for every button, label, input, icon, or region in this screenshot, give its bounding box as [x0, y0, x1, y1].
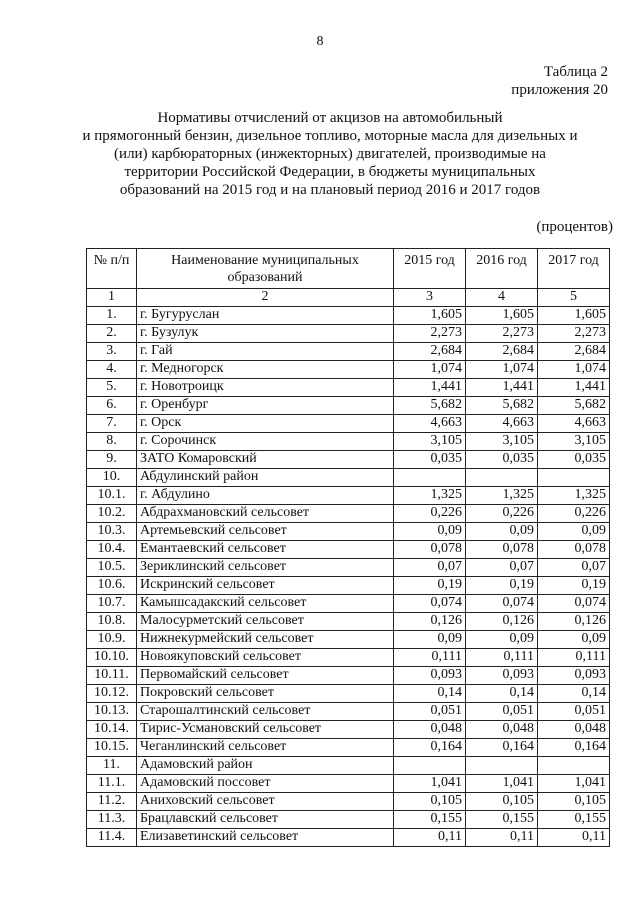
value-2015-cell: 0,07	[394, 559, 466, 577]
value-2016-cell: 4,663	[466, 415, 538, 433]
value-2017-cell: 0,11	[538, 829, 610, 847]
value-2015-cell: 2,273	[394, 325, 466, 343]
units-label: (процентов)	[536, 219, 613, 235]
table-row	[87, 721, 610, 739]
value-2016-cell	[466, 757, 538, 775]
table-row	[87, 361, 610, 379]
table-row	[87, 811, 610, 829]
table-header-row	[87, 249, 610, 289]
municipality-name-cell: Зериклинский сельсовет	[137, 559, 394, 577]
row-number-cell: 10.14.	[87, 721, 137, 739]
value-2016-cell: 0,105	[466, 793, 538, 811]
header-2016: 2016 год	[466, 249, 538, 289]
row-number-cell: 11.2.	[87, 793, 137, 811]
table-row	[87, 307, 610, 325]
municipality-name-cell: Малосурметский сельсовет	[137, 613, 394, 631]
value-2015-cell: 0,19	[394, 577, 466, 595]
value-2016-cell: 0,09	[466, 523, 538, 541]
table-row	[87, 613, 610, 631]
value-2017-cell: 0,078	[538, 541, 610, 559]
municipality-name-cell: Елизаветинский сельсовет	[137, 829, 394, 847]
municipality-name-cell: Брацлавский сельсовет	[137, 811, 394, 829]
value-2015-cell: 0,09	[394, 523, 466, 541]
value-2015-cell: 0,226	[394, 505, 466, 523]
value-2015-cell	[394, 469, 466, 487]
header-number: № п/п	[87, 249, 137, 289]
row-number-cell: 10.15.	[87, 739, 137, 757]
value-2015-cell	[394, 757, 466, 775]
value-2017-cell: 0,035	[538, 451, 610, 469]
value-2017-cell: 3,105	[538, 433, 610, 451]
allocation-table	[86, 248, 610, 847]
value-2017-cell: 1,605	[538, 307, 610, 325]
table-row	[87, 415, 610, 433]
title-line: (или) карбюраторных (инжекторных) двигателей, производимые на	[114, 146, 546, 162]
table-row	[87, 757, 610, 775]
value-2017-cell: 0,105	[538, 793, 610, 811]
value-2016-cell: 1,325	[466, 487, 538, 505]
value-2017-cell: 0,09	[538, 631, 610, 649]
value-2016-cell: 3,105	[466, 433, 538, 451]
column-index-row	[87, 289, 610, 307]
row-number-cell: 10.10.	[87, 649, 137, 667]
value-2017-cell: 1,325	[538, 487, 610, 505]
table-row	[87, 397, 610, 415]
municipality-name-cell: Артемьевский сельсовет	[137, 523, 394, 541]
value-2016-cell: 1,041	[466, 775, 538, 793]
value-2015-cell: 0,078	[394, 541, 466, 559]
value-2016-cell: 0,164	[466, 739, 538, 757]
municipality-name-cell: Тирис-Усмановский сельсовет	[137, 721, 394, 739]
index-cell: 1	[87, 289, 137, 307]
table-row	[87, 451, 610, 469]
row-number-cell: 10.7.	[87, 595, 137, 613]
row-number-cell: 11.	[87, 757, 137, 775]
value-2016-cell: 0,226	[466, 505, 538, 523]
row-number-cell: 8.	[87, 433, 137, 451]
value-2016-cell: 0,155	[466, 811, 538, 829]
table-row	[87, 541, 610, 559]
value-2017-cell: 0,07	[538, 559, 610, 577]
value-2015-cell: 0,155	[394, 811, 466, 829]
header-name: Наименование муниципальных образований	[137, 249, 394, 289]
table-row	[87, 685, 610, 703]
value-2015-cell: 0,048	[394, 721, 466, 739]
table-row	[87, 559, 610, 577]
row-number-cell: 10.13.	[87, 703, 137, 721]
value-2017-cell: 2,273	[538, 325, 610, 343]
value-2017-cell: 0,093	[538, 667, 610, 685]
row-number-cell: 10.9.	[87, 631, 137, 649]
table-row	[87, 793, 610, 811]
row-number-cell: 10.5.	[87, 559, 137, 577]
municipality-name-cell: Аниховский сельсовет	[137, 793, 394, 811]
table-row	[87, 595, 610, 613]
value-2016-cell: 0,126	[466, 613, 538, 631]
row-number-cell: 11.1.	[87, 775, 137, 793]
row-number-cell: 11.4.	[87, 829, 137, 847]
row-number-cell: 10.	[87, 469, 137, 487]
table-row	[87, 487, 610, 505]
value-2015-cell: 0,035	[394, 451, 466, 469]
municipality-name-cell: г. Бузулук	[137, 325, 394, 343]
value-2016-cell: 1,074	[466, 361, 538, 379]
table-row	[87, 577, 610, 595]
value-2015-cell: 0,126	[394, 613, 466, 631]
row-number-cell: 3.	[87, 343, 137, 361]
value-2015-cell: 1,041	[394, 775, 466, 793]
row-number-cell: 1.	[87, 307, 137, 325]
value-2015-cell: 4,663	[394, 415, 466, 433]
table-row	[87, 505, 610, 523]
value-2016-cell: 0,11	[466, 829, 538, 847]
row-number-cell: 9.	[87, 451, 137, 469]
value-2015-cell: 1,074	[394, 361, 466, 379]
index-cell: 4	[466, 289, 538, 307]
row-number-cell: 10.6.	[87, 577, 137, 595]
value-2016-cell: 0,09	[466, 631, 538, 649]
municipality-name-cell: г. Новотроицк	[137, 379, 394, 397]
table-row	[87, 739, 610, 757]
value-2017-cell: 0,226	[538, 505, 610, 523]
value-2016-cell: 0,14	[466, 685, 538, 703]
value-2015-cell: 0,111	[394, 649, 466, 667]
municipality-name-cell: г. Медногорск	[137, 361, 394, 379]
row-number-cell: 10.2.	[87, 505, 137, 523]
table-row	[87, 343, 610, 361]
value-2017-cell: 0,14	[538, 685, 610, 703]
municipality-name-cell: Емантаевский сельсовет	[137, 541, 394, 559]
value-2016-cell: 0,078	[466, 541, 538, 559]
value-2017-cell: 1,441	[538, 379, 610, 397]
value-2015-cell: 1,605	[394, 307, 466, 325]
table-row	[87, 829, 610, 847]
table-label-line: приложения 20	[511, 82, 608, 98]
title-line: образований на 2015 год и на плановый период 2016 и 2017 годов	[119, 182, 541, 198]
value-2016-cell	[466, 469, 538, 487]
row-number-cell: 2.	[87, 325, 137, 343]
row-number-cell: 11.3.	[87, 811, 137, 829]
row-number-cell: 7.	[87, 415, 137, 433]
value-2015-cell: 0,093	[394, 667, 466, 685]
value-2016-cell: 0,048	[466, 721, 538, 739]
municipality-name-cell: Адамовский район	[137, 757, 394, 775]
municipality-name-cell: Старошалтинский сельсовет	[137, 703, 394, 721]
municipality-name-cell: Искринский сельсовет	[137, 577, 394, 595]
value-2015-cell: 0,164	[394, 739, 466, 757]
value-2017-cell: 0,164	[538, 739, 610, 757]
municipality-name-cell: ЗАТО Комаровский	[137, 451, 394, 469]
value-2015-cell: 5,682	[394, 397, 466, 415]
value-2017-cell: 0,126	[538, 613, 610, 631]
municipality-name-cell: Адамовский поссовет	[137, 775, 394, 793]
title-line: и прямогонный бензин, дизельное топливо, моторные масла для дизельных и	[82, 128, 578, 144]
value-2017-cell: 0,111	[538, 649, 610, 667]
value-2015-cell: 0,051	[394, 703, 466, 721]
value-2017-cell: 1,074	[538, 361, 610, 379]
row-number-cell: 10.8.	[87, 613, 137, 631]
title-line: территории Российской Федерации, в бюджеты муниципальных	[124, 164, 536, 180]
value-2015-cell: 1,441	[394, 379, 466, 397]
municipality-name-cell: Чеганлинский сельсовет	[137, 739, 394, 757]
municipality-name-cell: г. Сорочинск	[137, 433, 394, 451]
value-2015-cell: 1,325	[394, 487, 466, 505]
page-number: 8	[316, 34, 324, 49]
value-2015-cell: 0,105	[394, 793, 466, 811]
row-number-cell: 10.12.	[87, 685, 137, 703]
value-2016-cell: 2,273	[466, 325, 538, 343]
table-label	[511, 63, 608, 99]
header-2017: 2017 год	[538, 249, 610, 289]
value-2017-cell: 4,663	[538, 415, 610, 433]
value-2017-cell: 0,155	[538, 811, 610, 829]
header-2015: 2015 год	[394, 249, 466, 289]
value-2017-cell	[538, 469, 610, 487]
value-2016-cell: 1,441	[466, 379, 538, 397]
value-2017-cell: 0,09	[538, 523, 610, 541]
value-2016-cell: 0,19	[466, 577, 538, 595]
municipality-name-cell: Абдулинский район	[137, 469, 394, 487]
table-row	[87, 631, 610, 649]
value-2016-cell: 0,111	[466, 649, 538, 667]
value-2017-cell: 0,074	[538, 595, 610, 613]
table-row	[87, 523, 610, 541]
index-cell: 2	[137, 289, 394, 307]
row-number-cell: 6.	[87, 397, 137, 415]
value-2015-cell: 3,105	[394, 433, 466, 451]
value-2017-cell: 5,682	[538, 397, 610, 415]
row-number-cell: 10.1.	[87, 487, 137, 505]
table-row	[87, 775, 610, 793]
value-2016-cell: 0,093	[466, 667, 538, 685]
index-cell: 3	[394, 289, 466, 307]
value-2016-cell: 5,682	[466, 397, 538, 415]
municipality-name-cell: Абдрахмановский сельсовет	[137, 505, 394, 523]
table-row	[87, 433, 610, 451]
municipality-name-cell: г. Гай	[137, 343, 394, 361]
municipality-name-cell: Первомайский сельсовет	[137, 667, 394, 685]
municipality-name-cell: г. Орск	[137, 415, 394, 433]
municipality-name-cell: г. Оренбург	[137, 397, 394, 415]
table-row	[87, 649, 610, 667]
value-2017-cell: 0,19	[538, 577, 610, 595]
row-number-cell: 5.	[87, 379, 137, 397]
value-2017-cell	[538, 757, 610, 775]
municipality-name-cell: Нижнекурмейский сельсовет	[137, 631, 394, 649]
value-2017-cell: 0,048	[538, 721, 610, 739]
row-number-cell: 10.4.	[87, 541, 137, 559]
row-number-cell: 10.3.	[87, 523, 137, 541]
table-label-line: Таблица 2	[543, 64, 608, 80]
value-2016-cell: 0,07	[466, 559, 538, 577]
table-row	[87, 379, 610, 397]
value-2015-cell: 0,074	[394, 595, 466, 613]
table-row	[87, 703, 610, 721]
table-row	[87, 325, 610, 343]
municipality-name-cell: Покровский сельсовет	[137, 685, 394, 703]
value-2015-cell: 0,09	[394, 631, 466, 649]
municipality-name-cell: г. Абдулино	[137, 487, 394, 505]
value-2016-cell: 2,684	[466, 343, 538, 361]
value-2017-cell: 2,684	[538, 343, 610, 361]
value-2016-cell: 1,605	[466, 307, 538, 325]
table-row	[87, 667, 610, 685]
value-2016-cell: 0,035	[466, 451, 538, 469]
row-number-cell: 10.11.	[87, 667, 137, 685]
municipality-name-cell: г. Бугуруслан	[137, 307, 394, 325]
value-2016-cell: 0,074	[466, 595, 538, 613]
municipality-name-cell: Камышсадакский сельсовет	[137, 595, 394, 613]
title-line: Нормативы отчислений от акцизов на автомобильный	[157, 110, 503, 126]
municipality-name-cell: Новоякуповский сельсовет	[137, 649, 394, 667]
value-2015-cell: 2,684	[394, 343, 466, 361]
value-2016-cell: 0,051	[466, 703, 538, 721]
document-title	[80, 109, 580, 199]
index-cell: 5	[538, 289, 610, 307]
row-number-cell: 4.	[87, 361, 137, 379]
value-2015-cell: 0,14	[394, 685, 466, 703]
value-2017-cell: 0,051	[538, 703, 610, 721]
value-2017-cell: 1,041	[538, 775, 610, 793]
value-2015-cell: 0,11	[394, 829, 466, 847]
table-row	[87, 469, 610, 487]
